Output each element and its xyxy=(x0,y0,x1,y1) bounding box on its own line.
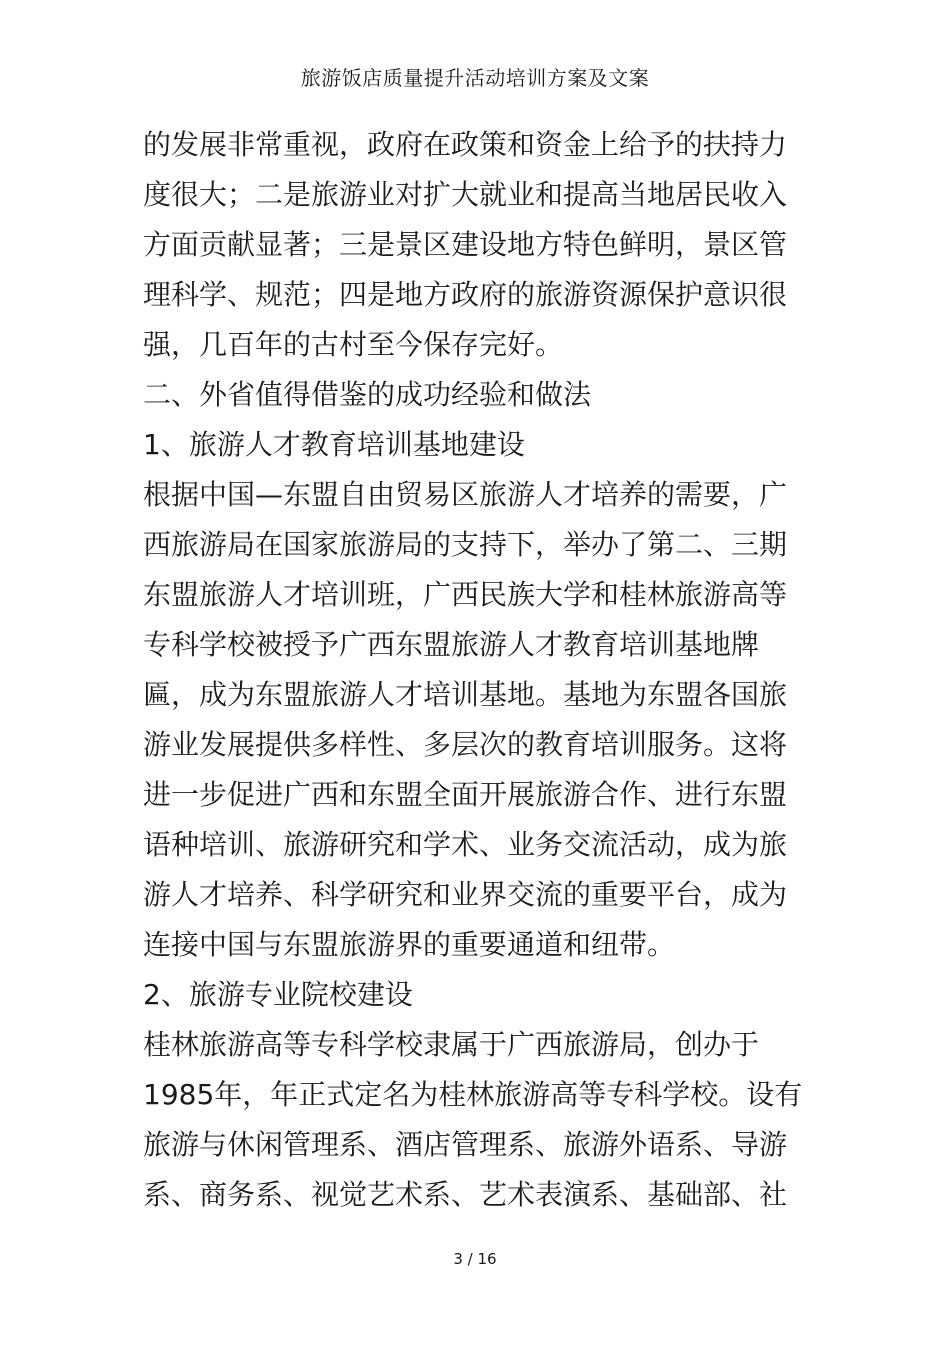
body-line: 1985年，年正式定名为桂林旅游高等专科学校。设有 xyxy=(143,1078,803,1111)
body-line: 理科学、规范；四是地方政府的旅游资源保护意识很 xyxy=(143,278,788,311)
body-line: 的发展非常重视，政府在政策和资金上给予的扶持力 xyxy=(143,128,788,161)
body-line: 度很大；二是旅游业对扩大就业和提高当地居民收入 xyxy=(143,178,788,211)
body-line: 桂林旅游高等专科学校隶属于广西旅游局，创办于 xyxy=(143,1028,760,1061)
body-line: 游人才培养、科学研究和业界交流的重要平台，成为 xyxy=(143,878,788,911)
body-line: 旅游与休闲管理系、酒店管理系、旅游外语系、导游 xyxy=(143,1128,788,1161)
body-line: 游业发展提供多样性、多层次的教育培训服务。这将 xyxy=(143,728,788,761)
body-line: 连接中国与东盟旅游界的重要通道和纽带。 xyxy=(143,928,676,961)
body-line: 语种培训、旅游研究和学术、业务交流活动，成为旅 xyxy=(143,828,788,861)
body-line: 西旅游局在国家旅游局的支持下，举办了第二、三期 xyxy=(143,528,788,561)
body-line: 强，几百年的古村至今保存完好。 xyxy=(143,328,564,361)
body-line: 专科学校被授予广西东盟旅游人才教育培训基地牌 xyxy=(143,628,760,661)
section-heading: 二、外省值得借鉴的成功经验和做法 xyxy=(143,378,592,411)
page-number: 3 / 16 xyxy=(453,1250,497,1268)
subsection-heading: 1、旅游人才教育培训基地建设 xyxy=(143,428,525,461)
body-line: 匾，成为东盟旅游人才培训基地。基地为东盟各国旅 xyxy=(143,678,788,711)
body-line: 进一步促进广西和东盟全面开展旅游合作、进行东盟 xyxy=(143,778,788,811)
body-line: 东盟旅游人才培训班，广西民族大学和桂林旅游高等 xyxy=(143,578,788,611)
body-line: 系、商务系、视觉艺术系、艺术表演系、基础部、社 xyxy=(143,1178,788,1211)
body-line: 方面贡献显著；三是景区建设地方特色鲜明，景区管 xyxy=(143,228,788,261)
page-header-title: 旅游饭店质量提升活动培训方案及文案 xyxy=(300,66,650,90)
subsection-heading: 2、旅游专业院校建设 xyxy=(143,978,413,1011)
document-body xyxy=(143,120,803,1220)
body-line: 根据中国—东盟自由贸易区旅游人才培养的需要，广 xyxy=(143,478,788,511)
